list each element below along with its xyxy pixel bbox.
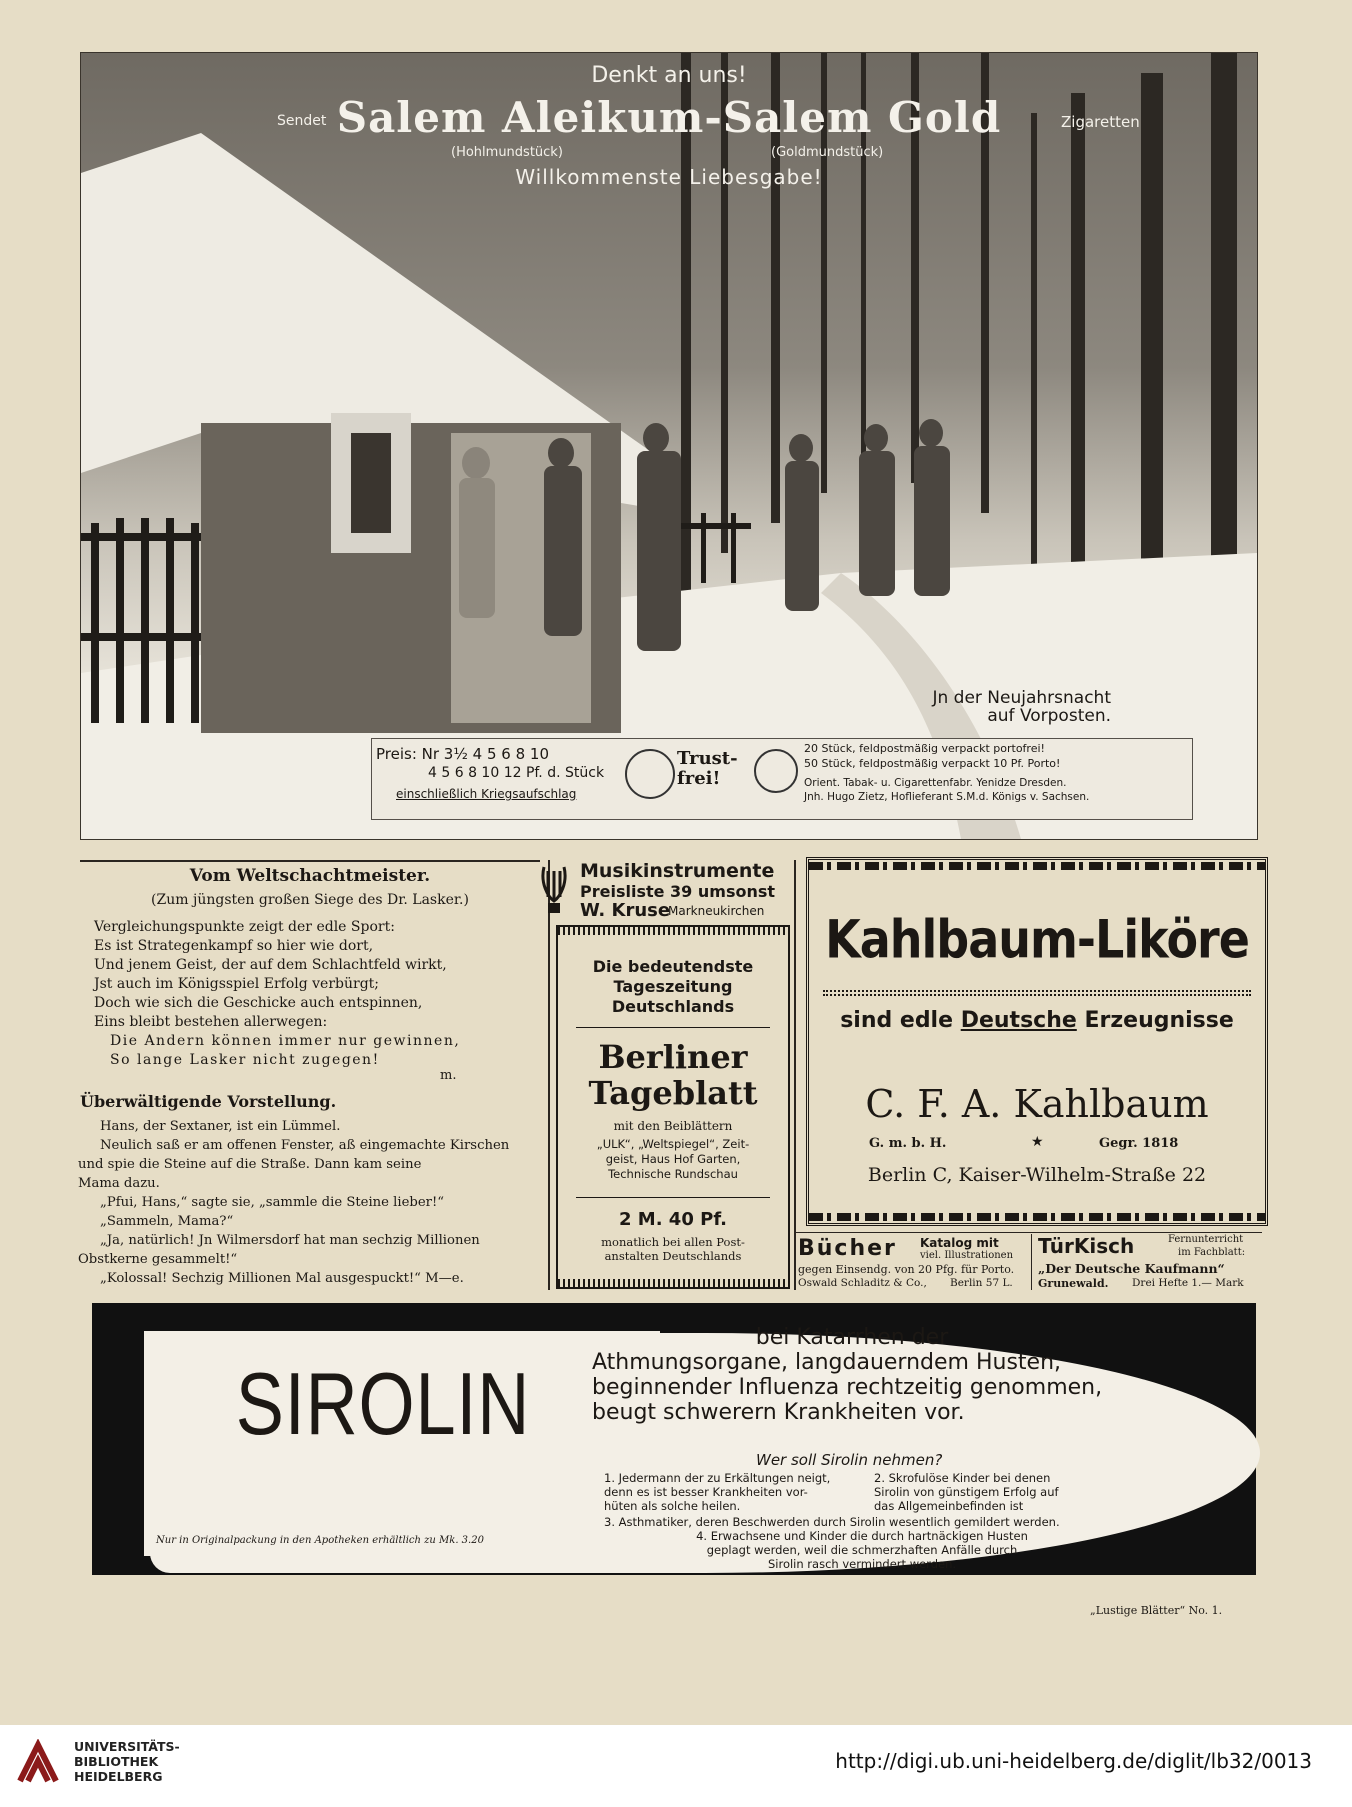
point-line: das Allgemeinbefinden ist [874,1499,1024,1513]
point-line: 2. Skrofulöse Kinder bei denen [874,1471,1051,1485]
zigaretten-label: Zigaretten [1061,113,1140,131]
price-row2: 4 5 6 8 10 12 Pf. d. Stück [428,765,605,781]
buecher-katalog: Katalog mit [920,1236,999,1250]
tb-supp-line: „ULK“, „Weltspiegel“, Zeit- [596,1137,750,1151]
tuerkisch-title: TürKisch [1038,1234,1135,1258]
story-line: „Pfui, Hans,“ sagte sie, „sammle die Steine lieber!“ [100,1195,444,1210]
sub-hohlmundstueck: (Hohlmundstück) [451,145,563,160]
point-line: Sirolin rasch vermindert werden. [767,1557,957,1571]
price-label: Preis: Nr 3½ 4 5 6 8 10 [376,745,549,763]
rule-small-ads [794,1232,1262,1233]
library-line: BIBLIOTHEK [74,1754,159,1769]
poem-line: Doch wie sich die Geschicke auch entspinnen, [94,995,423,1011]
head-line: bei Katarrhen der [755,1325,949,1350]
brand-name: Salem Aleikum-Salem Gold [336,93,1002,142]
galem-illustration [80,52,1258,840]
tb-supp-line: Technische Rundschau [608,1167,738,1181]
kahlbaum-divider [823,990,1251,996]
tb-heading [558,957,788,1017]
kahlbaum-title: Kahlbaum-Liköre [825,907,1249,971]
divider-right [794,860,796,1290]
tb-supplements [558,1137,788,1182]
tb-heading-line: Tageszeitung [613,977,733,996]
price-band [371,738,1193,820]
digi-url-link[interactable]: http://digi.ub.uni-heidelberg.de/diglit/lb32/0013 [835,1749,1312,1773]
buecher-illustr: viel. Illustrationen [920,1250,1014,1261]
head-line: beginnender Influenza rechtzeitig genommen, [592,1375,1103,1400]
kruse-preisliste: Preisliste 39 umsonst [580,882,776,901]
price-note: einschließlich Kriegsaufschlag [396,787,577,801]
tuerkisch-place: Grunewald. [1038,1277,1109,1290]
sirolin-point3: 3. Asthmatiker, deren Beschwerden durch Sirolin wesentlich gemildert werden. [604,1515,1060,1529]
headline-denkt: Denkt an uns! [591,63,747,88]
kruse-musikinstrumente: Musikinstrumente [580,860,775,882]
point-line: 4. Erwachsene und Kinder die durch hartnäckigen Husten [696,1529,1028,1543]
tuerkisch-price: Drei Hefte 1.— Mark [1132,1277,1244,1289]
kahlbaum-ad [806,857,1268,1226]
sirolin-point1 [604,1471,830,1513]
rule-left [80,860,540,862]
poem-line: Die Andern können immer nur gewinnen, [110,1033,461,1049]
sirolin-brand: SIROLIN [235,1354,531,1453]
poem-line: Jst auch im Königsspiel Erfolg verbürgt; [94,976,380,992]
poem-line: Eins bleibt bestehen allerwegen: [94,1014,328,1030]
buecher-line2: gegen Einsendg. von 20 Pfg. für Porto. [798,1263,1015,1276]
tb-price: 2 M. 40 Pf. [619,1209,727,1230]
caption: Jn der Neujahrsnacht auf Vorposten. [932,688,1111,726]
sirolin-note: Nur in Originalpackung in den Apotheken erhältlich zu Mk. 3.20 [156,1535,484,1546]
tb-monthly [558,1235,788,1263]
buecher-firm: Oswald Schladitz & Co., [798,1277,927,1289]
library-name [74,1739,180,1784]
slogan: Willkommenste Liebesgabe! [515,165,823,189]
tb-rule2 [576,1197,770,1198]
sirolin-point2 [874,1471,1059,1513]
tb-month-line: monatlich bei allen Post- [601,1235,745,1249]
buecher-city: Berlin 57 L. [950,1277,1013,1289]
story [78,1117,538,1288]
tb-name-line: Tageblatt [588,1074,758,1112]
claim-deutsche: Deutsche [960,1008,1077,1033]
sirolin-headline-body [592,1350,1252,1425]
tb-heading-line: Deutschlands [611,997,735,1016]
title-vorstellung: Überwältigende Vorstellung. [80,1092,337,1111]
crest-icon [625,749,675,799]
tb-heading-line: Die bedeutendste [592,957,754,976]
library-footer [0,1725,1352,1807]
library-logo-icon [14,1739,62,1787]
claim-part: sind edle [840,1008,954,1033]
library-line: UNIVERSITÄTS- [74,1739,180,1754]
tuerkisch-fach: im Fachblatt: [1178,1247,1246,1258]
tuerkisch-fern: Fernunterricht [1168,1234,1244,1245]
kahlbaum-gmbh: G. m. b. H. [869,1136,947,1151]
maker-line2: Jnh. Hugo Zietz, Hoflieferant S.M.d. Königs v. Sachsen. [804,791,1090,803]
tb-month-line: anstalten Deutschlands [604,1249,742,1263]
trust-frei: Trust-frei! [677,748,738,789]
sub-goldmundstueck: (Goldmundstück) [771,145,884,160]
story-line: Obstkerne gesammelt!“ [78,1252,238,1267]
story-line: Neulich saß er am offenen Fenster, aß eingemachte Kirschen [100,1138,510,1153]
tb-rule [576,1027,770,1028]
claim-part: Erzeugnisse [1084,1008,1234,1033]
poem [94,918,544,1070]
poem-line: Vergleichungspunkte zeigt der edle Sport: [94,919,395,935]
head-line: Athmungsorgane, langdauerndem Husten, [592,1350,1062,1375]
poem-line: Es ist Strategenkampf so hier wie dort, [94,938,374,954]
story-line: „Kolossal! Sechzig Millionen Mal ausgespuckt!“ M—e. [100,1271,464,1286]
story-line: „Sammeln, Mama?“ [100,1214,234,1229]
kahlbaum-claim [809,1008,1265,1033]
tuerkisch-magazine: „Der Deutsche Kaufmann“ [1038,1261,1225,1276]
page-footer-title: „Lustige Blätter“ No. 1. [1090,1604,1223,1617]
story-line: „Ja, natürlich! Jn Wilmersdorf hat man sechzig Millionen [100,1233,480,1248]
tb-beiblaettern: mit den Beiblättern [613,1119,733,1133]
kahlbaum-firm: C. F. A. Kahlbaum [865,1082,1209,1126]
point-line: denn es ist besser Krankheiten vor- [604,1485,808,1499]
sirolin-point4 [652,1529,1072,1571]
kahlbaum-gegr: Gegr. 1818 [1099,1136,1179,1151]
porto-line2: 50 Stück, feldpostmäßig verpackt 10 Pf. Porto! [804,757,1061,770]
tb-name-line: Berliner [598,1038,748,1076]
buecher-title: Bücher [798,1236,897,1261]
point-line: 1. Jedermann der zu Erkältungen neigt, [604,1471,831,1485]
point-line: Sirolin von günstigem Erfolg auf [874,1485,1059,1499]
kahlbaum-address: Berlin C, Kaiser-Wilhelm-Straße 22 [867,1164,1207,1186]
hatch-bottom [558,1279,788,1287]
story-line: und spie die Steine auf die Straße. Dann kam seine [78,1157,422,1172]
poem-line: So lange Lasker nicht zugegen! [110,1052,380,1068]
sendet-label: Sendet [277,113,327,129]
kruse-place: Markneukirchen [668,904,765,918]
border-top [809,862,1265,870]
divider-small-ads [1031,1234,1032,1290]
tageblatt-ad [556,925,790,1289]
divider-left [548,860,550,1290]
sirolin-headline [552,1325,1152,1350]
signature-m: m. [440,1068,457,1083]
porto-line1: 20 Stück, feldpostmäßig verpackt portofrei! [804,742,1045,755]
lyre-icon [540,863,568,915]
border-bottom [809,1213,1265,1221]
head-line: beugt schwerern Krankheiten vor. [592,1400,965,1425]
hatch-top [558,927,788,935]
point-line: hüten als solche heilen. [604,1499,741,1513]
poem-line: Und jenem Geist, der auf dem Schlachtfeld wirkt, [94,957,447,973]
title-weltschachtmeister: Vom Weltschachtmeister. [189,866,431,886]
sirolin-question: Wer soll Sirolin nehmen? [756,1451,943,1469]
subtitle-lasker: (Zum jüngsten großen Siege des Dr. Lasker.) [151,892,469,908]
sirolin-ad [92,1303,1256,1575]
point-line: geplagt werden, weil die schmerzhaften Anfälle durch [706,1543,1018,1557]
maker-line1: Orient. Tabak- u. Cigarettenfabr. Yenidze Dresden. [804,777,1067,789]
tb-name [558,1039,788,1111]
seal-icon [754,749,798,793]
story-line: Hans, der Sextaner, ist ein Lümmel. [100,1119,341,1134]
tb-supp-line: geist, Haus Hof Garten, [605,1152,741,1166]
kruse-name: W. Kruse [580,900,671,921]
story-line: Mama dazu. [78,1176,160,1191]
library-line: HEIDELBERG [74,1769,163,1784]
star-icon: ★ [1031,1134,1044,1150]
